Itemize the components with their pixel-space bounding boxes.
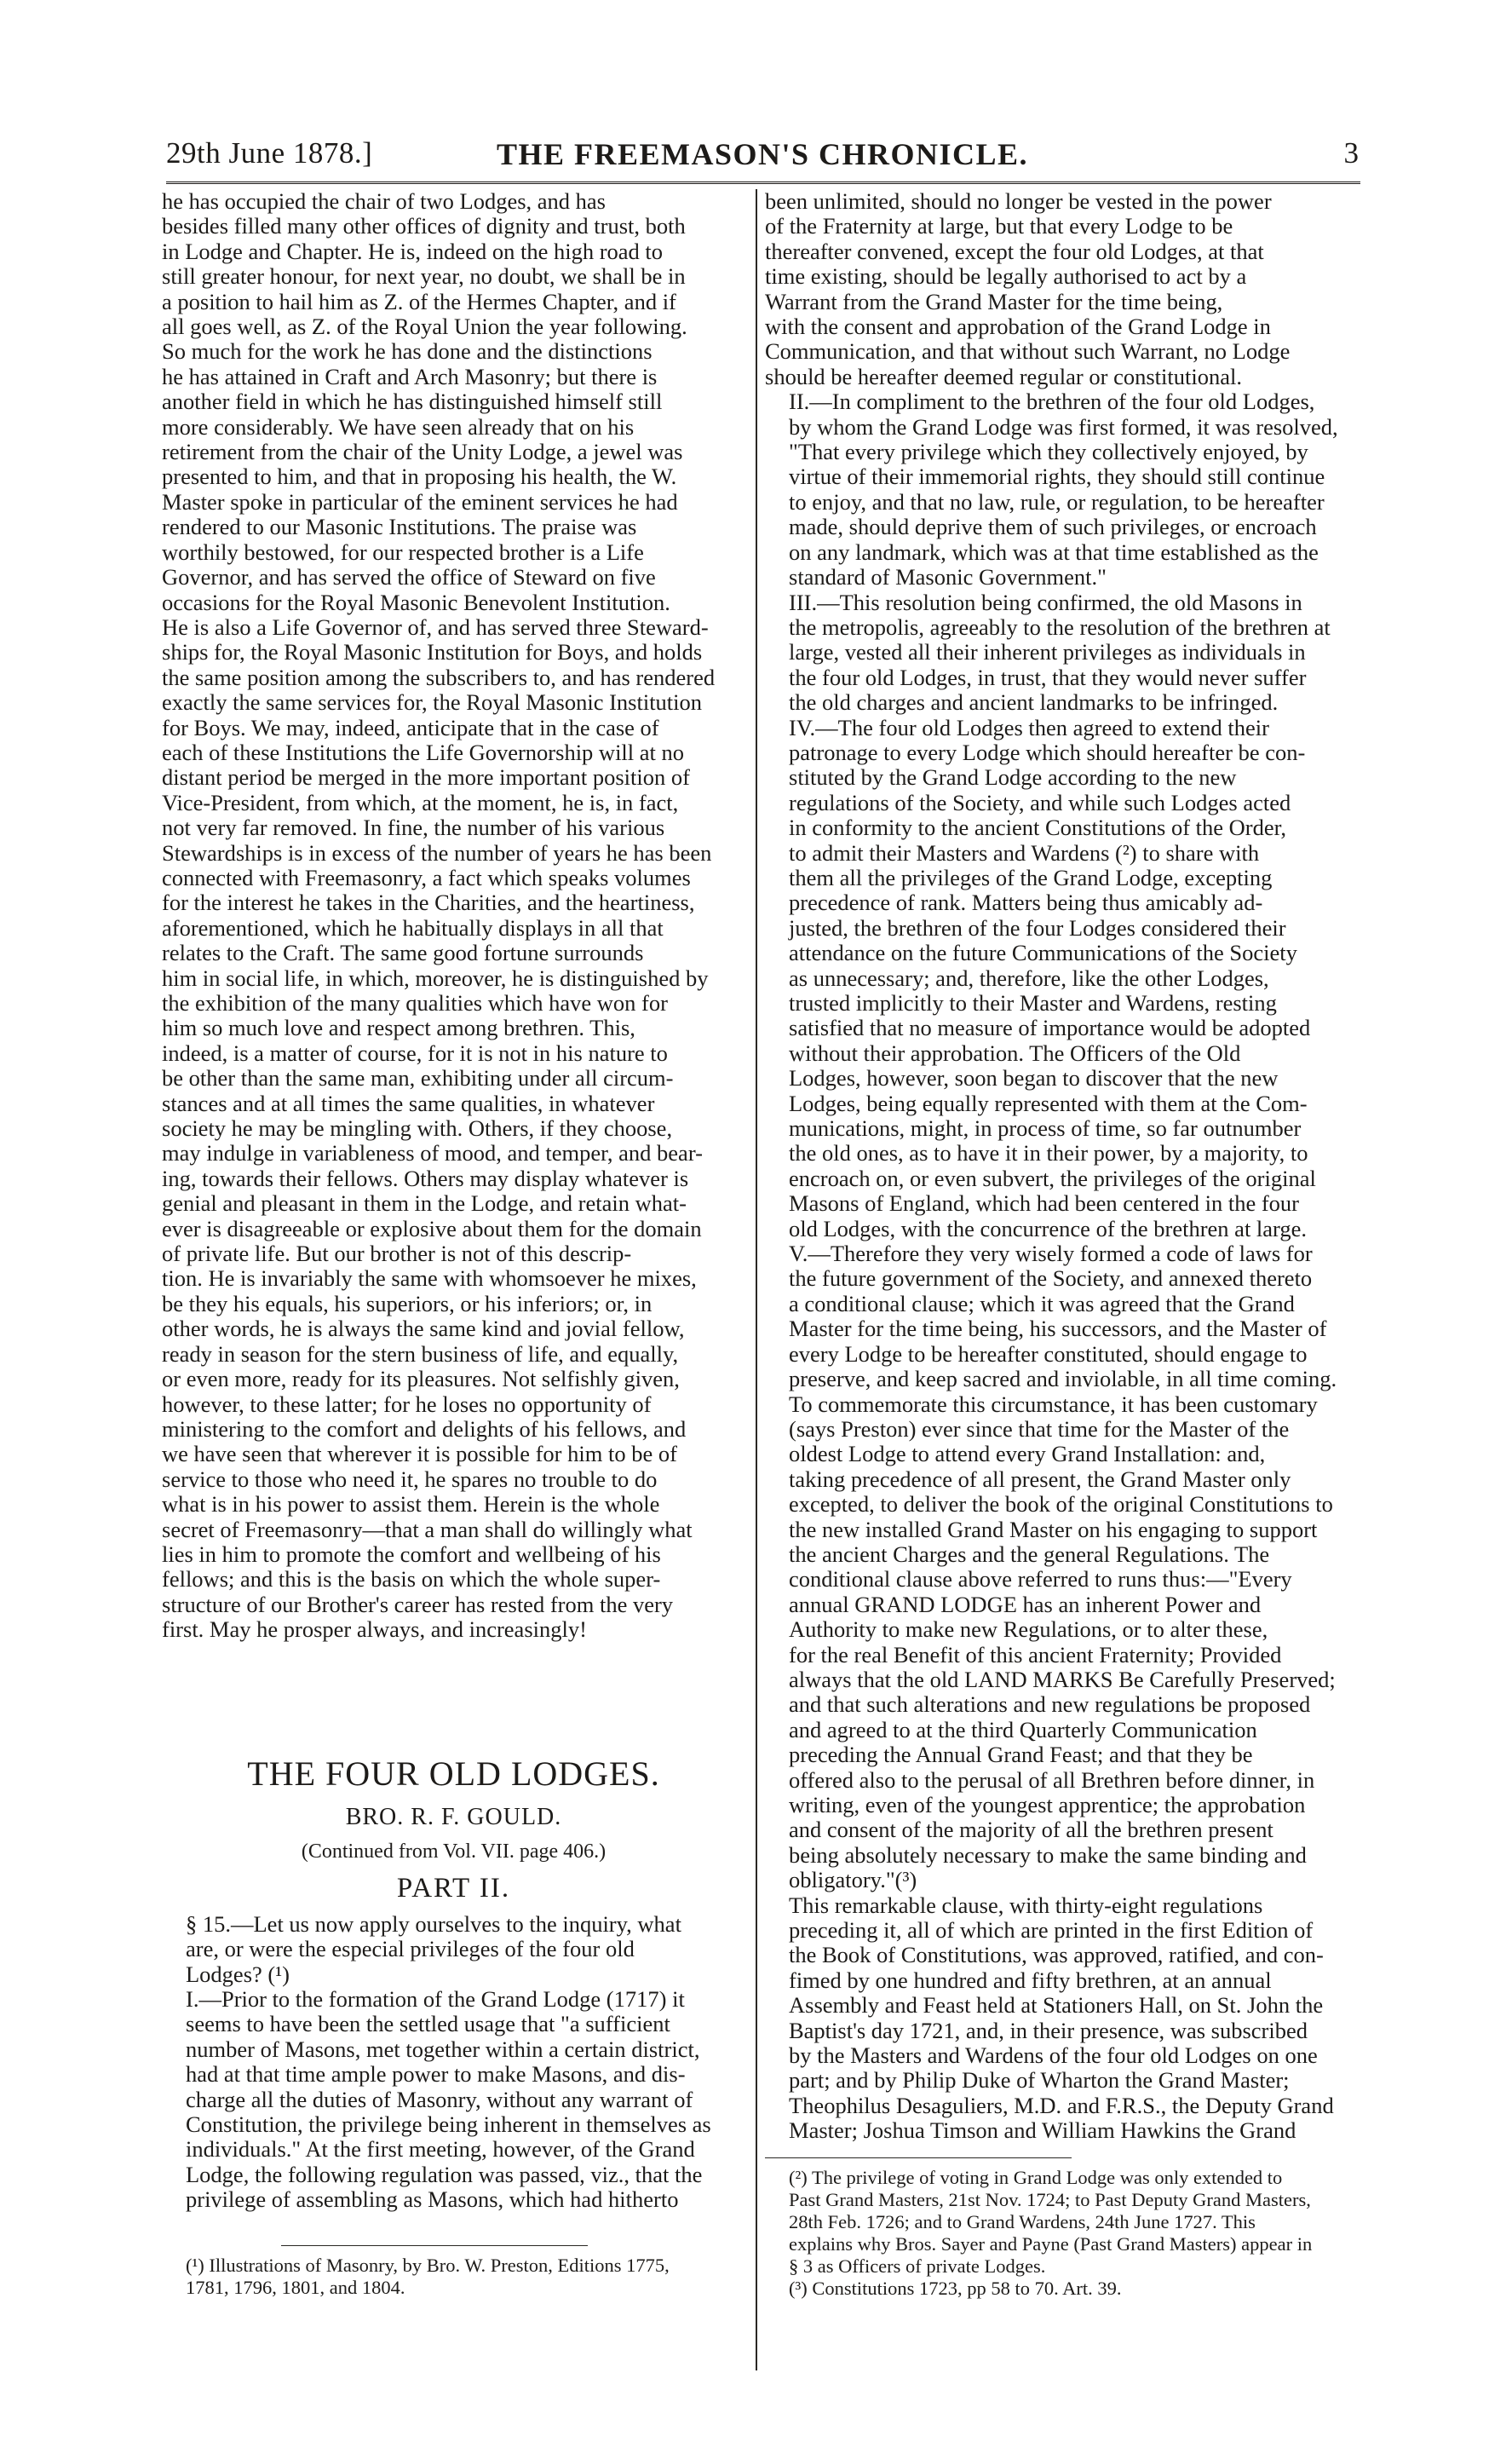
text-line: Governor, and has served the office of Steward on five (162, 564, 656, 590)
text-line: justed, the brethren of the four Lodges considered their (789, 914, 1286, 941)
text-line: (²) The privilege of voting in Grand Lodge was only extended to (789, 2166, 1283, 2188)
text-line: more considerably. We have seen already that on his (162, 413, 635, 440)
text-line: he has attained in Craft and Arch Masonry; but there is (162, 363, 658, 389)
text-line: as unnecessary; and, therefore, like the other Lodges, (789, 965, 1269, 991)
text-line: the ancient Charges and the general Regulations. The (789, 1541, 1270, 1567)
text-line: old Lodges, with the concurrence of the brethren at large. (789, 1215, 1308, 1241)
text-line: virtue of their immemorial rights, they should still continue (789, 464, 1325, 490)
text-line: presented to him, and that in proposing his health, the W. (162, 464, 677, 490)
continued-note: (Continued from Vol. VII. page 406.) (301, 1840, 607, 1863)
text-line: precedence of rank. Matters being thus amicably ad- (789, 890, 1263, 916)
text-line: Communication, and that without such Warrant, no Lodge (765, 338, 1291, 365)
text-line: occasions for the Royal Masonic Benevolent Institution. (162, 589, 670, 615)
text-line: oldest Lodge to attend every Grand Installation: and, (789, 1441, 1266, 1467)
text-line: what is in his power to assist them. Herein is the whole (162, 1491, 660, 1518)
text-line: the same position among the subscribers to, and has rendered (162, 664, 716, 690)
text-line: regulations of the Society, and while such Lodges acted (789, 789, 1291, 815)
text-line: Warrant from the Grand Master for the time being, (765, 288, 1223, 314)
header-title: THE FREEMASON'S CHRONICLE. (496, 137, 1029, 171)
header-rule (166, 181, 1360, 184)
footnote-2 (765, 2167, 1361, 2278)
text-line: been unlimited, should no longer be vested in the power (765, 188, 1272, 214)
text-line: had at that time ample power to make Masons, and dis- (186, 2061, 686, 2088)
header-page-number: 3 (1343, 136, 1359, 170)
text-line: IV.—The four old Lodges then agreed to extend their (789, 714, 1269, 740)
text-line: be they his equals, his superiors, or his inferiors; or, in (162, 1290, 653, 1316)
text-line: Stewardships is in excess of the number of years he has been (162, 839, 712, 866)
text-line: preserve, and keep sacred and inviolable, in all time coming. (789, 1366, 1337, 1392)
text-line: another field in which he has distinguished himself still (162, 389, 663, 415)
right-column (765, 189, 1361, 2300)
text-line: § 15.—Let us now apply ourselves to the inquiry, what (186, 1910, 681, 1937)
text-line: for Boys. We may, indeed, anticipate that in the case of (162, 714, 659, 740)
text-line: tion. He is invariably the same with whomsoever he mixes, (162, 1265, 697, 1292)
text-line: (¹) Illustrations of Masonry, by Bro. W. Preston, Editions 1775, (186, 2254, 670, 2276)
text-line: always that the old LAND MARKS Be Carefully Preserved; (789, 1666, 1336, 1692)
text-line: society he may be mingling with. Others, if they choose, (162, 1115, 673, 1142)
text-line: of private life. But our brother is not of this descrip- (162, 1241, 632, 1267)
section-title: THE FOUR OLD LODGES. (247, 1754, 660, 1793)
text-line: 28th Feb. 1726; and to Grand Wardens, 24th June 1727. This (789, 2210, 1256, 2232)
text-line: Past Grand Masters, 21st Nov. 1724; to Past Deputy Grand Masters, (789, 2188, 1311, 2210)
text-line: the exhibition of the many qualities which have won for (162, 990, 668, 1016)
text-line: individuals." At the first meeting, however, of the Grand (186, 2136, 695, 2163)
text-line: in Lodge and Chapter. He is, indeed on the high road to (162, 238, 664, 264)
text-line: the future government of the Society, and annexed thereto (789, 1265, 1313, 1292)
text-line: distant period be merged in the more important position of (162, 764, 690, 791)
text-line: besides filled many other offices of dignity and trust, both (162, 213, 686, 239)
text-line: retirement from the chair of the Unity Lodge, a jewel was (162, 439, 683, 465)
text-line: So much for the work he has done and the distinctions (162, 338, 653, 365)
text-line: and that such alterations and new regulations be proposed (789, 1691, 1311, 1718)
text-line: a position to hail him as Z. of the Hermes Chapter, and if (162, 288, 676, 314)
text-line: not very far removed. In fine, the number of his various (162, 815, 665, 841)
text-line: to admit their Masters and Wardens (²) to share with (789, 839, 1260, 866)
text-line: He is also a Life Governor of, and has served three Steward- (162, 613, 709, 640)
text-line: on any landmark, which was at that time established as the (789, 539, 1319, 565)
text-line: taking precedence of all present, the Grand Master only (789, 1466, 1291, 1492)
text-line: rendered to our Masonic Institutions. The praise was (162, 514, 637, 540)
text-line: Constitution, the privilege being inherent in themselves as (186, 2111, 711, 2138)
text-line: the new installed Grand Master on his engaging to support (789, 1516, 1318, 1542)
text-line: with the consent and approbation of the Grand Lodge in (765, 314, 1271, 340)
paragraph-I (162, 1987, 745, 2213)
text-line: munications, might, in process of time, so far outnumber (789, 1115, 1302, 1142)
text-line: stituted by the Grand Lodge according to the new (789, 764, 1237, 791)
paragraph-15 (162, 1912, 745, 1987)
text-line: attendance on the future Communications of the Society (789, 940, 1297, 966)
paragraph-III (765, 590, 1361, 716)
text-line: should be hereafter deemed regular or constitutional. (765, 363, 1242, 389)
text-line: exactly the same services for, the Royal Masonic Institution (162, 689, 703, 716)
text-line: Master; Joshua Timson and William Hawkins the Grand (789, 2117, 1296, 2144)
paragraph-continuation (765, 189, 1361, 389)
text-line: aforementioned, which he habitually displays in all that (162, 914, 664, 941)
text-line: the Book of Constitutions, was approved, ratified, and con- (789, 1942, 1324, 1968)
text-line: I.—Prior to the formation of the Grand Lodge (1717) it (186, 1986, 685, 2012)
left-column (162, 189, 745, 2299)
text-line: satisfied that no measure of importance would be adopted (789, 1015, 1311, 1041)
text-line: and consent of the majority of all the brethren present (789, 1817, 1273, 1843)
text-line: conditional clause above referred to runs thus:—"Every (789, 1566, 1292, 1593)
text-line: other words, he is always the same kind and jovial fellow, (162, 1316, 685, 1342)
text-line: being absolutely necessary to make the same binding and (789, 1841, 1307, 1868)
text-line: for the real Benefit of this ancient Fraternity; Provided (789, 1641, 1282, 1668)
text-line: 1781, 1796, 1801, and 1804. (186, 2276, 405, 2298)
text-line: patronage to every Lodge which should hereafter be con- (789, 739, 1306, 765)
text-line: the old ones, as to have it in their power, by a majority, to (789, 1140, 1308, 1166)
text-line: structure of our Brother's career has rested from the very (162, 1591, 674, 1617)
text-line: explains why Bros. Sayer and Payne (Past Grand Masters) appear in (789, 2232, 1313, 2255)
text-line: offered also to the perusal of all Brethren before dinner, in (789, 1766, 1315, 1793)
text-line: Lodges? (¹) (186, 1961, 290, 1987)
text-line: § 3 as Officers of private Lodges. (789, 2255, 1046, 2277)
text-line: thereafter convened, except the four old Lodges, at that (765, 238, 1264, 264)
text-line: III.—This resolution being confirmed, the old Masons in (789, 589, 1302, 615)
paragraph-final (765, 1893, 1361, 2144)
text-line: stances and at all times the same qualities, in whatever (162, 1090, 655, 1116)
text-line: we have seen that wherever it is possible for him to be of (162, 1441, 677, 1467)
text-line: encroach on, or even subvert, the privileges of the original (789, 1165, 1316, 1191)
text-line: time existing, should be legally authorised to act by a (765, 263, 1247, 290)
text-line: service to those who need it, he spares no trouble to do (162, 1466, 658, 1492)
text-line: every Lodge to be hereafter constituted, should engage to (789, 1340, 1308, 1367)
footnote-3 (765, 2278, 1361, 2300)
author-byline: BRO. R. F. GOULD. (345, 1803, 562, 1830)
text-line: may indulge in variableness of mood, and temper, and bear- (162, 1140, 703, 1166)
text-line: writing, even of the youngest apprentice; the approbation (789, 1792, 1306, 1817)
text-line: the four old Lodges, in trust, that they would never suffer (789, 664, 1307, 690)
text-line: standard of Masonic Government." (789, 564, 1107, 590)
text-line: relates to the Craft. The same good fortune surrounds (162, 940, 644, 966)
text-line: all goes well, as Z. of the Royal Union the year following. (162, 314, 687, 340)
text-line: Authority to make new Regulations, or to alter these, (789, 1616, 1268, 1643)
text-line: them all the privileges of the Grand Lodge, excepting (789, 864, 1273, 890)
text-line: a conditional clause; which it was agreed that the Grand (789, 1290, 1295, 1316)
text-line: "That every privilege which they collectively enjoyed, by (789, 439, 1308, 465)
text-line: in conformity to the ancient Constitutions of the Order, (789, 815, 1287, 841)
text-line: Masons of England, which had been centered in the four (789, 1190, 1300, 1217)
text-line: II.—In compliment to the brethren of the four old Lodges, (789, 389, 1315, 415)
text-line: Theophilus Desaguliers, M.D. and F.R.S., the Deputy Grand (789, 2092, 1334, 2118)
footnote-rule (281, 2245, 588, 2246)
text-line: seems to have been the settled usage that "a sufficient (186, 2011, 670, 2037)
text-line: Baptist's day 1721, and, in their presence, was subscribed (789, 2017, 1308, 2043)
text-line: the old charges and ancient landmarks to be infringed. (789, 689, 1279, 716)
text-line: of the Fraternity at large, but that every Lodge to be (765, 213, 1233, 239)
text-line: still greater honour, for next year, no doubt, we shall be in (162, 263, 686, 290)
paragraph-V (765, 1241, 1361, 1893)
column-divider (756, 189, 757, 2370)
text-line: ing, towards their fellows. Others may display whatever is (162, 1165, 689, 1191)
article-continuation (162, 189, 745, 1643)
text-line: Assembly and Feast held at Stationers Hall, on St. John the (789, 1992, 1324, 2019)
text-line: and agreed to at the third Quarterly Communication (789, 1716, 1257, 1742)
text-line: fimed by one hundred and fifty brethren, at an annual (789, 1967, 1272, 1993)
text-line: annual GRAND LODGE has an inherent Power and (789, 1591, 1262, 1617)
text-line: Master for the time being, his successors, and the Master of (789, 1316, 1327, 1342)
text-line: first. May he prosper always, and increasingly! (162, 1616, 587, 1643)
part-heading: PART II. (396, 1873, 511, 1904)
text-line: charge all the duties of Masonry, without any warrant of (186, 2086, 693, 2112)
text-line: or even more, ready for its pleasures. Not selfishly given, (162, 1366, 680, 1392)
text-line: connected with Freemasonry, a fact which speaks volumes (162, 864, 691, 890)
text-line: ministering to the comfort and delights of his fellows, and (162, 1415, 687, 1442)
text-line: Lodges, however, soon began to discover that the new (789, 1065, 1279, 1092)
text-line: each of these Institutions the Life Governorship will at no (162, 739, 685, 765)
text-line: (says Preston) ever since that time for the Master of the (789, 1415, 1290, 1442)
text-line: ships for, the Royal Masonic Institution for Boys, and holds (162, 639, 703, 665)
text-line: by the Masters and Wardens of the four old Lodges on one (789, 2042, 1318, 2069)
text-line: him so much love and respect among brethren. This, (162, 1015, 635, 1041)
text-line: This remarkable clause, with thirty-eight regulations (789, 1892, 1263, 1918)
text-line: fellows; and this is the basis on which the whole super- (162, 1566, 661, 1593)
text-line: Vice-President, from which, at the moment, he is, in fact, (162, 789, 679, 815)
text-line: by whom the Grand Lodge was first formed, it was resolved, (789, 413, 1338, 440)
page-header (166, 136, 1359, 176)
footnote-1 (162, 2255, 745, 2299)
text-line: V.—Therefore they very wisely formed a code of laws for (789, 1241, 1313, 1267)
text-line: however, to these latter; for he loses no opportunity of (162, 1391, 652, 1417)
text-line: made, should deprive them of such privileges, or encroach (789, 514, 1317, 540)
text-line: ready in season for the stern business of life, and equally, (162, 1340, 679, 1367)
text-line: Lodges, being equally represented with them at the Com- (789, 1090, 1308, 1116)
text-line: are, or were the especial privileges of the four old (186, 1936, 635, 1962)
text-line: secret of Freemasonry—that a man shall do willingly what (162, 1516, 693, 1542)
text-line: him in social life, in which, moreover, he is distinguished by (162, 965, 709, 991)
text-line: to enjoy, and that no law, rule, or regulation, to be hereafter (789, 488, 1325, 515)
text-line: privilege of assembling as Masons, which had hitherto (186, 2186, 679, 2213)
header-date: 29th June 1878.] (166, 136, 373, 170)
text-line: preceding the Annual Grand Feast; and that they be (789, 1742, 1253, 1768)
text-line: lies in him to promote the comfort and wellbeing of his (162, 1541, 661, 1567)
text-line: obligatory."(³) (789, 1867, 917, 1893)
text-line: part; and by Philip Duke of Wharton the Grand Master; (789, 2067, 1290, 2094)
text-line: trusted implicitly to their Master and Wardens, resting (789, 990, 1277, 1016)
footnote-rule (765, 2157, 1072, 2158)
text-line: for the interest he takes in the Charities, and the heartiness, (162, 890, 695, 916)
text-line: excepted, to deliver the book of the original Constitutions to (789, 1491, 1333, 1518)
text-line: large, vested all their inherent privileges as individuals in (789, 639, 1306, 665)
text-line: Master spoke in particular of the eminent services he had (162, 488, 678, 515)
text-line: genial and pleasant in them in the Lodge, and retain what- (162, 1190, 687, 1217)
text-line: worthily bestowed, for our respected brother is a Life (162, 539, 644, 565)
text-line: Lodge, the following regulation was passed, viz., that the (186, 2161, 703, 2187)
text-line: without their approbation. The Officers of the Old (789, 1040, 1241, 1066)
text-line: be other than the same man, exhibiting under all circum- (162, 1065, 674, 1092)
text-line: the metropolis, agreeably to the resolution of the brethren at (789, 613, 1331, 640)
text-line: preceding it, all of which are printed in the first Edition of (789, 1917, 1314, 1944)
text-line: indeed, is a matter of course, for it is not in his nature to (162, 1040, 668, 1066)
text-line: To commemorate this circumstance, it has been customary (789, 1391, 1318, 1417)
text-line: (³) Constitutions 1723, pp 58 to 70. Art. 39. (789, 2277, 1122, 2299)
paragraph-II (765, 389, 1361, 590)
paragraph-IV (765, 716, 1361, 1242)
text-line: number of Masons, met together within a certain district, (186, 2036, 700, 2062)
text-line: he has occupied the chair of two Lodges, and has (162, 188, 606, 214)
text-line: ever is disagreeable or explosive about them for the domain (162, 1215, 702, 1241)
